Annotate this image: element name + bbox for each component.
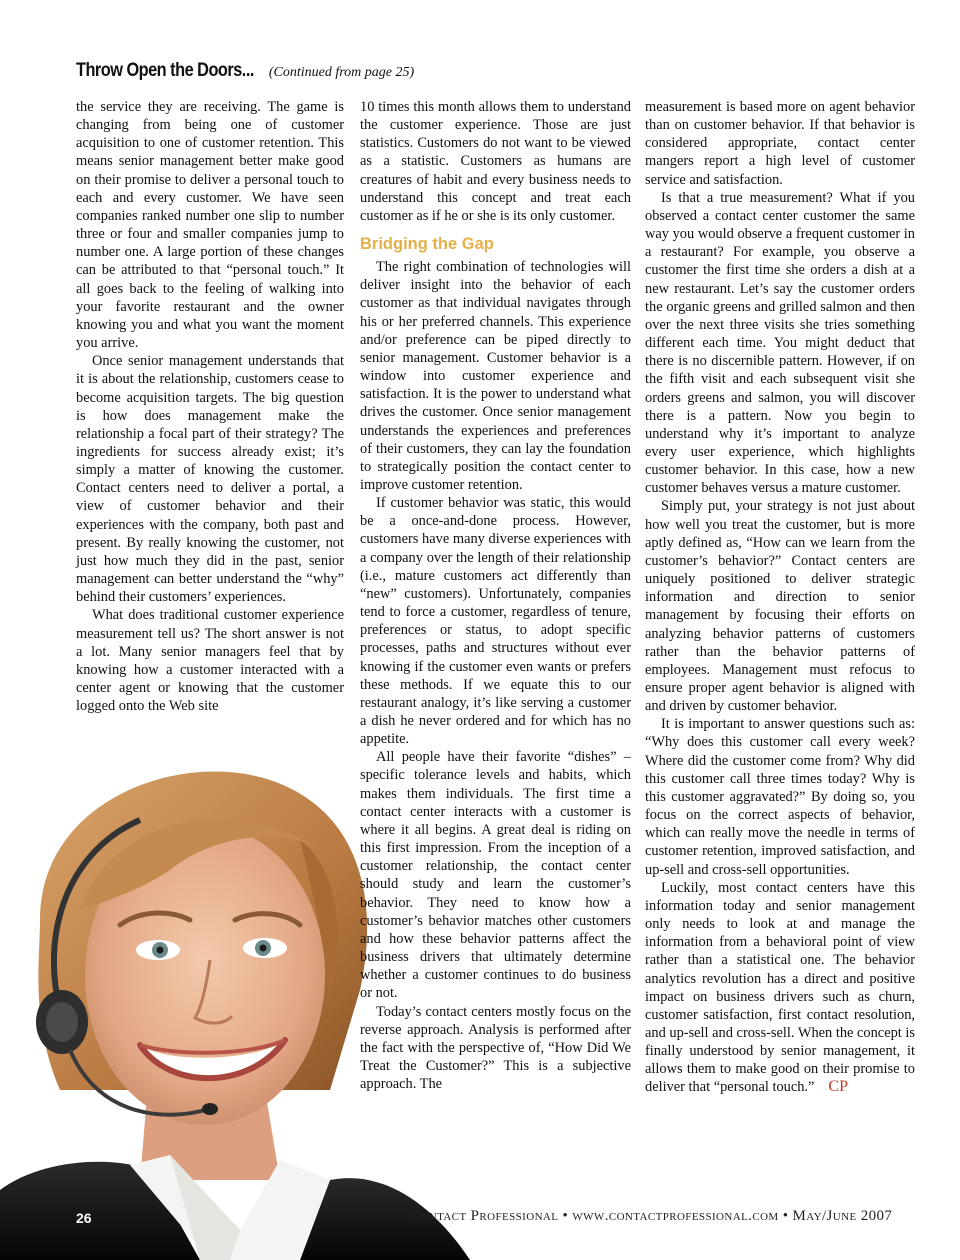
- paragraph: Today’s contact centers mostly focus on the reverse approach. Analysis is performed after the fact with the perspective of, “How Did We Treat the Customer?” This is a subjective approach. The: [360, 1003, 631, 1093]
- paragraph: The right combination of technologies will deliver insight into the behavior of each customer as that individual navigates through his or her preferred channels. This experience and/or preference can be piped directly to senior management. Customer behavior is a window into customer experience and satisfaction. It is the power to understand what drives the customer. Once senior management understands the experiences and preferences of their customers, they can lay the foundation to strategically position the contact center to improve customer retention.: [360, 259, 631, 493]
- paragraph-text: Luckily, most contact centers have this information today and senior management only needs to look at and manage the information from a behavioral point of view rather than a statistical one. The behavior analytics revolution has a direct and positive impact on business drivers such as churn, customer satisfaction, first contact resolution, and up-sell and cross-sell. When the concept is finally understood by senior management, it allows them to make good on their promise to deliver that “personal touch.”: [645, 879, 915, 1096]
- article-header: [76, 60, 896, 88]
- paragraph: What does traditional customer experience measurement tell us? The short answer is not a lot. Many senior managers feel that by knowing how a customer interacted with a center agent or knowing that the customer logged onto the Web site: [76, 607, 344, 715]
- paragraph: Once senior management understands that it is about the relationship, customers cease to become acquisition targets. The big question is how does management make the relationship a focal part of their strategy? The ingredients for success already exist; it’s simply a matter of knowing the customer. Contact centers need to deliver a portal, a view of customer behavior and their experiences with the company, both past and present. By really knowing the customer, not just how much they did in the past, senior management can better understand the “why” behind their customers’ experiences.: [76, 353, 344, 606]
- footer-publication-line: Contact Professional • www.contactprofessional.com • May/June 2007: [410, 1208, 893, 1224]
- page-footer: [0, 1208, 960, 1238]
- paragraph: [645, 879, 915, 1097]
- text-column-3: [645, 98, 915, 1097]
- paragraph: If customer behavior was static, this would be a once-and-done process. However, customers have many diverse experiences with a company over the length of their relationship (i.e., mature customers act differently than “new” customers). Unfortunately, companies tend to force a customer, regardless of tenure, preferences or status, to adopt specific processes, paths and structures without ever knowing if the customer even wants or prefers these methods. If we equate this to our restaurant analogy, it’s like serving a customer a dish he never ordered and for which has no appetite.: [360, 495, 631, 748]
- section-subhead: Bridging the Gap: [360, 235, 494, 254]
- paragraph: measurement is based more on agent behavior than on customer behavior. If that behavior is considered appropriate, contact center mangers report a high level of customer service and satisfaction.: [645, 99, 915, 188]
- paragraph: All people have their favorite “dishes” – specific tolerance levels and habits, which makes them individuals. The first time a contact center interacts with a customer is where it all begins. A great deal is riding on this first impression. From the inception of a customer relationship, the contact center should study and learn the customer’s behavior. They need to know how a customer’s behavior matches other customers and how these behavior patterns affect the business drivers that ultimately determine whether a customer continues to do business or not.: [360, 749, 631, 1002]
- article-title: Throw Open the Doors...: [76, 60, 254, 81]
- paragraph: Is that a true measurement? What if you observed a contact center customer the same way you would observe a frequent customer in a restaurant? For example, you observe a customer the first time she orders a dish at a new restaurant. Let’s say the customer orders the organic greens and grilled salmon and then over the next three visits she tries something different each time. You might deduct that there is no discernible pattern. However, if on the fifth visit and each subsequent visit she orders greens and salmon, you will discover there is a pattern. Now you begin to understand why it’s important to analyze every user experience, which highlights customer behavior. In this case, how a new customer behaves versus a mature customer.: [645, 189, 915, 497]
- paragraph: It is important to answer questions such as: “Why does this customer call every week? Where did the customer come from? Why did this customer call three times today? Why is this customer aggravated?” By doing so, you focus on the correct aspects of behavior, which can really move the needle in terms of customer retention, improved satisfaction, and up-sell and cross-sell opportunities.: [645, 716, 915, 878]
- text-column-1: [76, 98, 344, 715]
- paragraph: the service they are receiving. The game is changing from being one of customer acquisition to one of customer retention. This means senior management better make good on their promise to deliver a personal touch to each and every customer. We have seen companies ranked number one slip to number three or four and smaller companies jump to number one. A large portion of these changes can be attributed to that “personal touch.” It all goes back to the feeling of walking into your favorite restaurant and the owner knowing you and what you want the moment you arrive.: [76, 99, 344, 352]
- page-number: 26: [76, 1210, 92, 1226]
- text-column-2: [360, 98, 631, 1093]
- paragraph: Simply put, your strategy is not just about how well you treat the customer, but is more aptly defined as, “How can we learn from the customer’s behavior?” Contact centers are uniquely positioned to deliver strategic information and direction to senior management by focusing their efforts on analyzing behavior patterns of customers rather than the behavior patterns of employees. Management must refocus to ensure proper agent behavior is aligned with and driven by customer behavior.: [645, 498, 915, 715]
- continued-note: (Continued from page 25): [268, 65, 415, 80]
- paragraph: 10 times this month allows them to understand the customer experience. Those are just statistics. Customers do not want to be viewed as a statistic. Customers as humans are creatures of habit and every business needs to understand this concept and treat each customer as if he or she is its only customer.: [360, 99, 631, 224]
- end-of-article-mark: CP: [828, 1078, 848, 1096]
